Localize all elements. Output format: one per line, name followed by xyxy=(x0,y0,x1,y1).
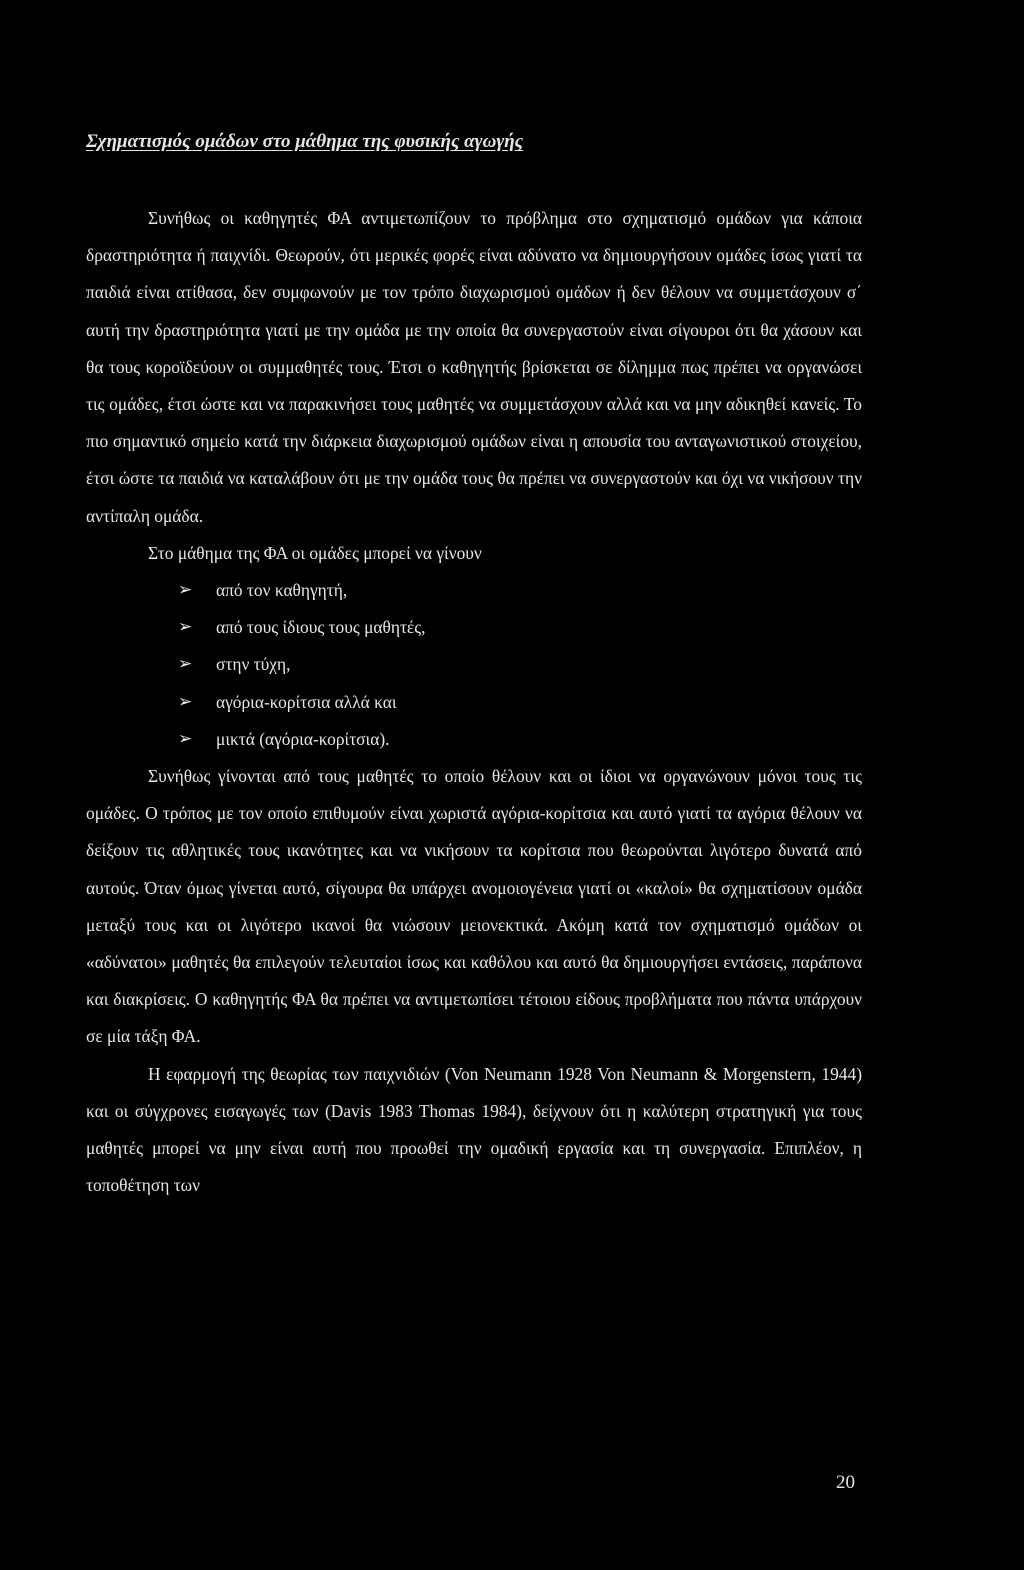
list-item xyxy=(178,721,862,758)
arrowhead-bullet-icon: ➢ xyxy=(178,580,193,601)
paragraph-team-selection: Συνήθως γίνονται από τους μαθητές το οποίο θέλουν και οι ίδιοι να οργανώνουν μόνοι τους τις ομάδες. Ο τρόπος με τον οποίο επιθυμούν είναι χωριστά αγόρια-κορίτσια και αυτό γιατί τα αγόρια θέλουν να δείξουν τις αθλητικές τους ικανότητες και να νικήσουν τα κορίτσια που θεωρούνται λιγότερο δυνατά από αυτούς. Όταν όμως γίνεται αυτό, σίγουρα θα υπάρχει ανομοιογένεια γιατί οι «καλοί» θα σχηματίσουν ομάδα μεταξύ τους και οι λιγότερο ικανοί θα νιώσουν μειονεκτικά. Ακόμη κατά τον σχηματισμό ομάδων οι «αδύνατοι» μαθητές θα επιλεγούν τελευταίοι ίσως και καθόλου και αυτό θα δημιουργήσει εντάσεις, παράπονα και διακρίσεις. Ο καθηγητής ΦΑ θα πρέπει να αντιμετωπίσει τέτοιου είδους προβλήματα που πάντα υπάρχουν σε μία τάξη ΦΑ. xyxy=(86,766,862,1047)
list-intro: Στο μάθημα της ΦΑ οι ομάδες μπορεί να γίνουν xyxy=(148,542,482,563)
paragraph-intro: Συνήθως οι καθηγητές ΦΑ αντιμετωπίζουν το πρόβλημα στο σχηματισμό ομάδων για κάποια δραστηριότητα ή παιχνίδι. Θεωρούν, ότι μερικές φορές είναι αδύνατο να δημιουργήσουν ομάδες ίσως γιατί τα παιδιά είναι ατίθασα, δεν συμφωνούν με τον τρόπο διαχωρισμού ομάδων ή δεν θέλουν να συμμετάσχουν σ΄ αυτή την δραστηριότητα γιατί με την ομάδα με την οποία θα συνεργαστούν είναι σίγουροι ότι θα χάσουν και θα τους κοροϊδεύουν οι συμμαθητές τους. Έτσι ο καθηγητής βρίσκεται σε δίλημμα πως πρέπει να οργανώσει τις ομάδες, έτσι ώστε και να παρακινήσει τους μαθητές να συμμετάσχουν αλλά και να μην αδικηθεί κανείς. Το πιο σημαντικό σημείο κατά την διάρκεια διαχωρισμού ομάδων είναι η απουσία του ανταγωνιστικού στοιχείου, έτσι ώστε τα παιδιά να καταλάβουν ότι με την ομάδα τους θα πρέπει να συνεργαστούν και όχι να νικήσουν την αντίπαλη ομάδα. xyxy=(86,208,862,526)
list-item-text: μικτά (αγόρια-κορίτσια). xyxy=(216,728,390,749)
list-item xyxy=(178,572,862,609)
list-item-text: από τον καθηγητή, xyxy=(216,580,348,601)
group-formation-list xyxy=(86,572,862,758)
paragraph-game-theory: Η εφαρμογή της θεωρίας των παιχνιδιών (Von Neumann 1928 Von Neumann & Morgenstern, 1944) και οι σύγχρονες εισαγωγές των (Davis 1983 Thomas 1984), δείχνουν ότι η καλύτερη στρατηγική για τους μαθητές μπορεί να μην είναι αυτή που προωθεί την ομαδική εργασία και τη συνεργασία. Επιπλέον, η τοποθέτηση των xyxy=(86,1063,862,1196)
list-item xyxy=(178,646,862,683)
list-item-text: αγόρια-κορίτσια αλλά και xyxy=(216,691,397,712)
list-item xyxy=(178,609,862,646)
arrowhead-bullet-icon: ➢ xyxy=(178,617,193,638)
list-item-text: στην τύχη, xyxy=(216,654,291,675)
page-number: 20 xyxy=(836,1472,855,1493)
list-item xyxy=(178,684,862,721)
arrowhead-bullet-icon: ➢ xyxy=(178,728,193,749)
arrowhead-bullet-icon: ➢ xyxy=(178,691,193,712)
document-body xyxy=(86,200,862,1204)
arrowhead-bullet-icon: ➢ xyxy=(178,654,193,675)
list-item-text: από τους ίδιους τους μαθητές, xyxy=(216,617,426,638)
section-title: Σχηματισμός ομάδων στο μάθημα της φυσικής αγωγής xyxy=(86,131,524,152)
